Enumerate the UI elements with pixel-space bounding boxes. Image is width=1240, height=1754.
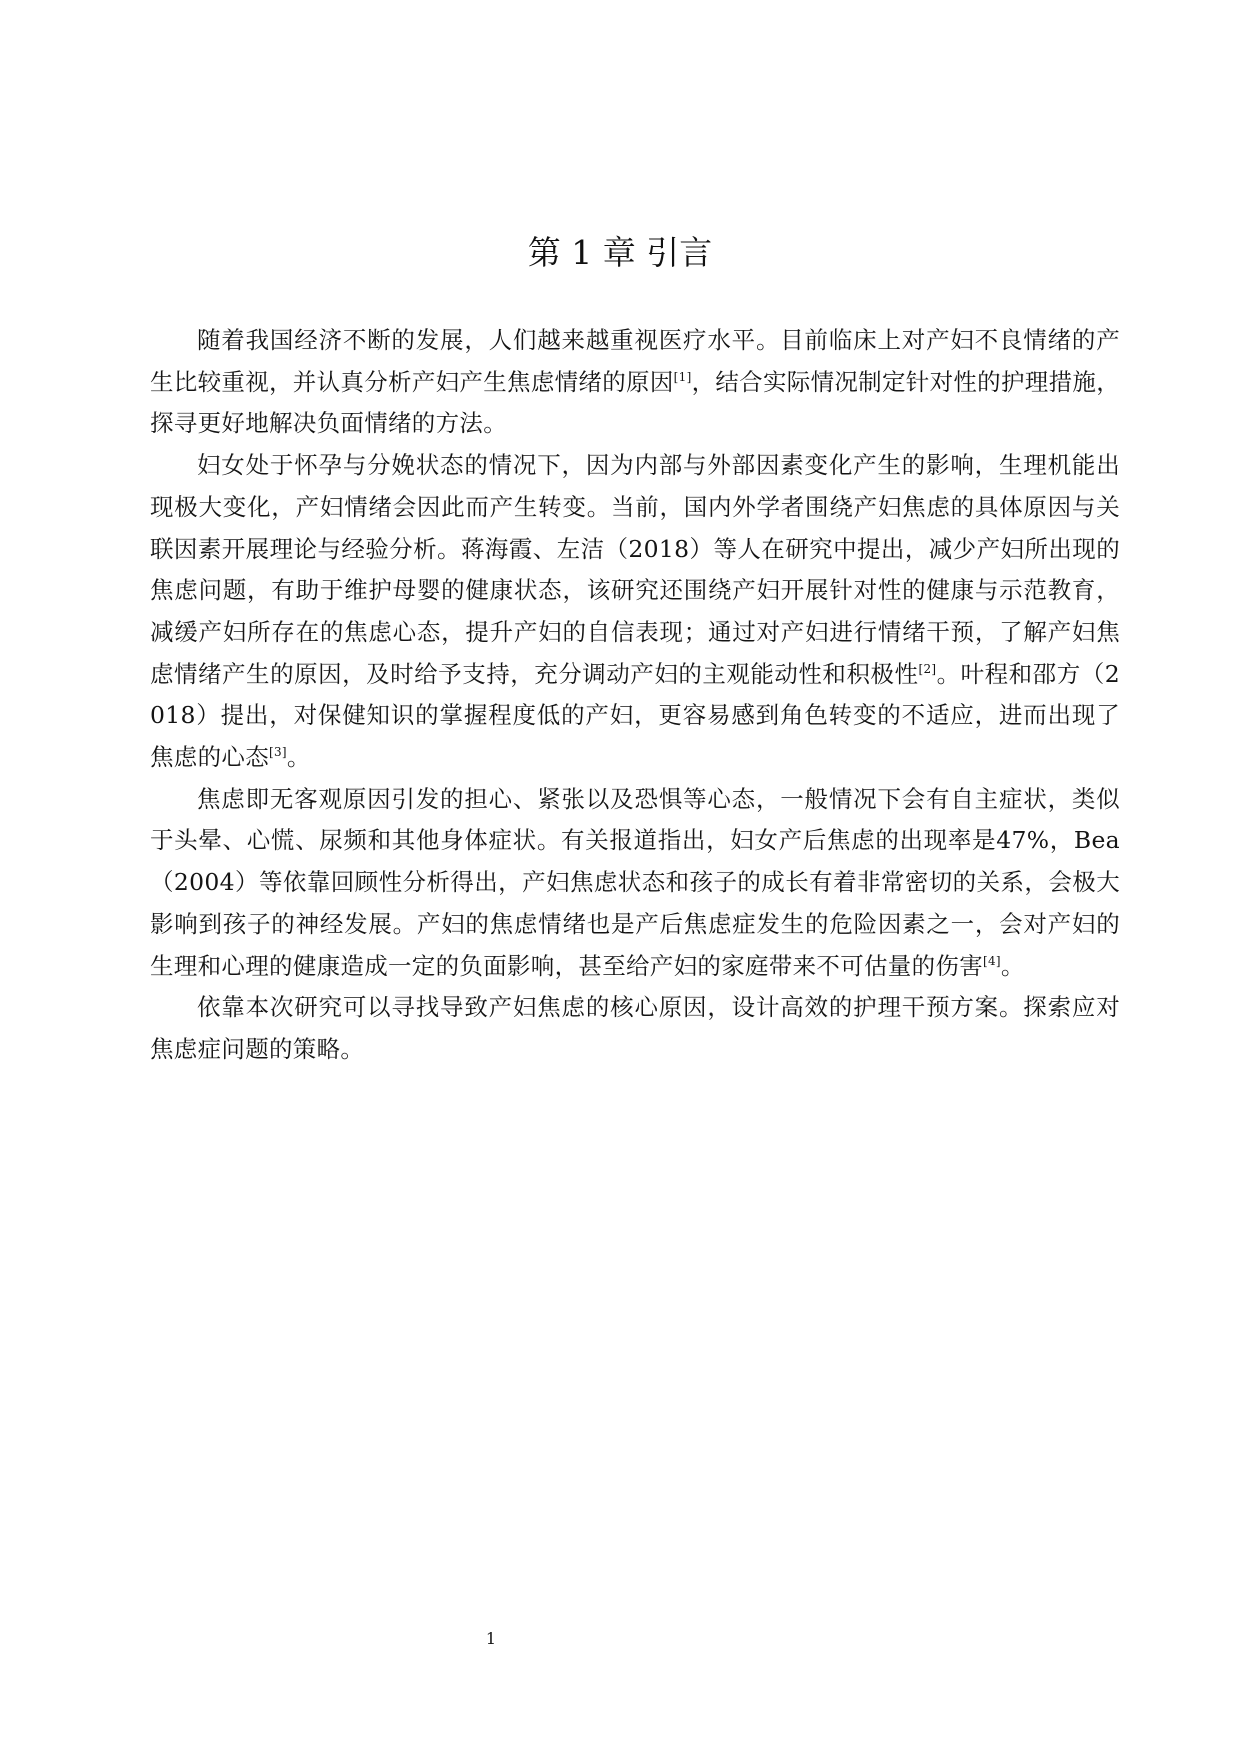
paragraph-4 <box>150 987 1120 1070</box>
paragraph-text: 妇女处于怀孕与分娩状态的情况下，因为内部与外部因素变化产生的影响，生理机能出现极大变化，产妇情绪会因此而产生转变。当前，国内外学者围绕产妇焦虑的具体原因与关联因素开展理论与经验分析。蒋海霞、左洁（2018）等人在研究中提出，减少产妇所出现的焦虑问题，有助于维护母婴的健康状态，该研究还围绕产妇开展针对性的健康与示范教育，减缓产妇所存在的焦虑心态，提升产妇的自信表现；通过对产妇进行情绪干预，了解产妇焦虑情绪产生的原因，及时给予支持，充分调动产妇的主观能动性和积极性 <box>150 451 1120 688</box>
paragraph-text: 。 <box>1000 951 1025 980</box>
paragraph-text: 随着我国经济不断的发展，人们越来越重视医疗水平。目前临床上对产妇不良情绪的产生比较重视，并认真分析产妇产生焦虑情绪的原因 <box>150 326 1120 396</box>
body-text <box>150 320 1120 1071</box>
paragraph-3 <box>150 779 1120 988</box>
paragraph-text: ，结合实际情况制定针对性的护理措施，探寻更好地解决负面情绪的方法。 <box>150 367 1120 438</box>
citation-ref[interactable]: [4] <box>983 953 1001 968</box>
citation-ref[interactable]: [2] <box>918 661 937 676</box>
paragraph-text: 。 <box>286 743 311 772</box>
paragraph-text: 焦虑即无客观原因引发的担心、紧张以及恐惧等心态，一般情况下会有自主症状，类似于头晕、心慌、尿频和其他身体症状。有关报道指出，妇女产后焦虑的出现率是47%，Bea（2004）等依靠回顾性分析得出，产妇焦虑状态和孩子的成长有着非常密切的关系，会极大影响到孩子的神经发展。产妇的焦虑情绪也是产后焦虑症发生的危险因素之一，会对产妇的生理和心理的健康造成一定的负面影响，甚至给产妇的家庭带来不可估量的伤害 <box>150 784 1120 980</box>
citation-ref[interactable]: [1] <box>673 369 692 384</box>
paragraph-text: 依靠本次研究可以寻找导致产妇焦虑的核心原因，设计高效的护理干预方案。探索应对焦虑症问题的策略。 <box>150 993 1120 1063</box>
paragraph-2 <box>150 445 1120 779</box>
paragraph-1 <box>150 320 1120 445</box>
page-number: 1 <box>485 1629 497 1648</box>
citation-ref[interactable]: [3] <box>269 745 287 760</box>
chapter-title: 第 1 章 引言 <box>527 233 713 272</box>
paragraph-text: 。叶程和邵方（2018）提出，对保健知识的掌握程度低的产妇，更容易感到角色转变的不适应，进而出现了焦虑的心态 <box>150 659 1120 772</box>
